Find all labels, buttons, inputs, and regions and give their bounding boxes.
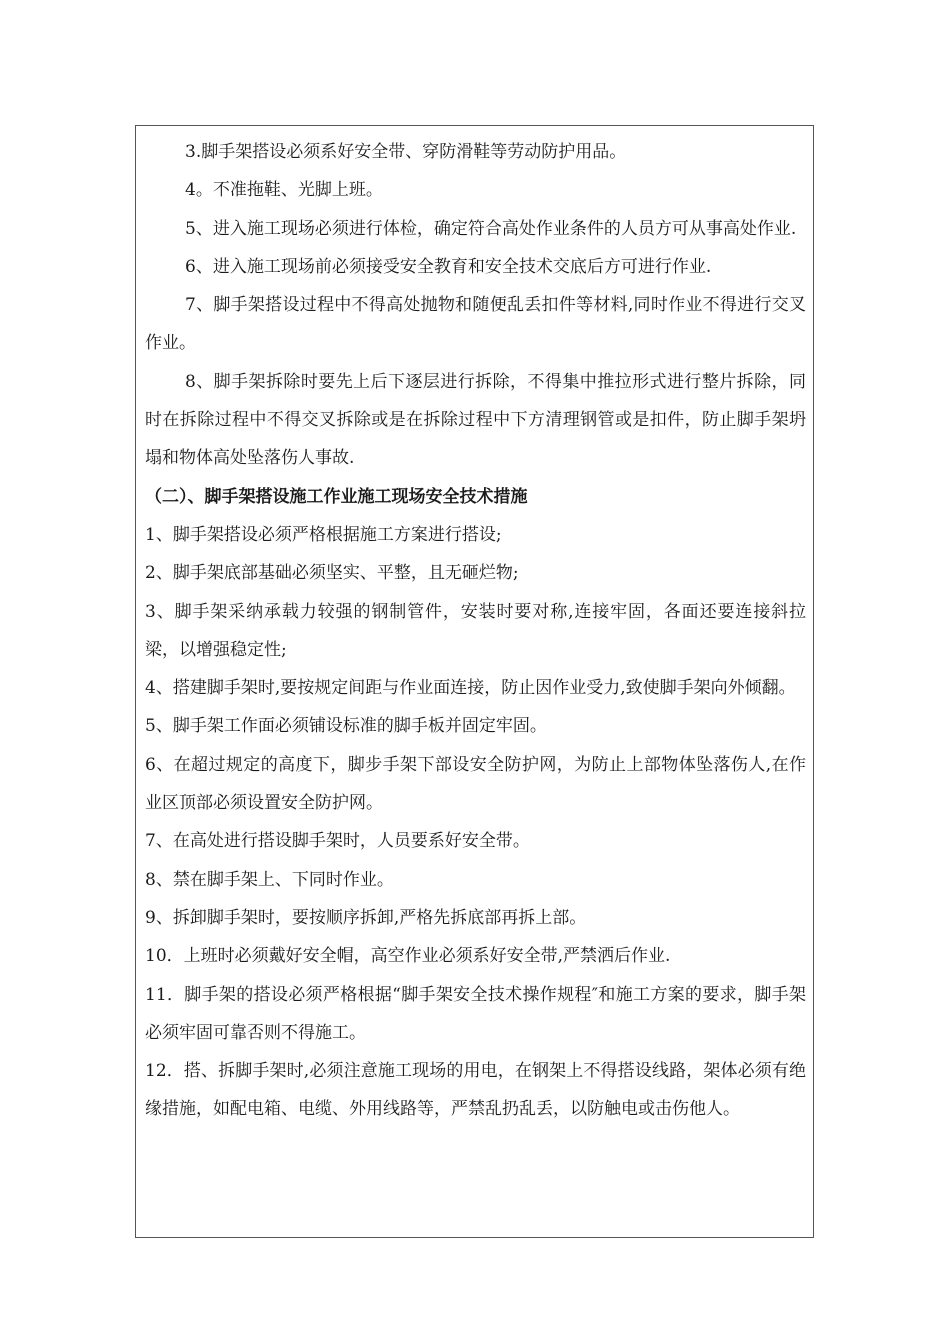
section-one-item-5: 5、进入施工现场必须进行体检，确定符合高处作业条件的人员方可从事高处作业. xyxy=(185,218,797,239)
section-two-item-12: 12．搭、拆脚手架时,必须注意施工现场的用电，在钢架上不得搭设线路，架体必须有绝缘措施，如配电箱、电缆、外用线路等，严禁乱扔乱丢，以防触电或击伤他人。 xyxy=(145,1061,806,1120)
document-body xyxy=(145,133,806,1129)
document-table-cell xyxy=(135,125,814,1238)
section-two-item-4: 4、搭建脚手架时,要按规定间距与作业面连接，防止因作业受力,致使脚手架向外倾翻。 xyxy=(145,678,796,699)
section-two-item-5: 5、脚手架工作面必须铺设标准的脚手板并固定牢固。 xyxy=(145,716,547,737)
section-two-item-8: 8、禁在脚手架上、下同时作业。 xyxy=(145,869,394,890)
section-one-item-6: 6、进入施工现场前必须接受安全教育和安全技术交底后方可进行作业. xyxy=(185,256,712,277)
section-two-item-9: 9、拆卸脚手架时，要按顺序拆卸,严格先拆底部再拆上部。 xyxy=(145,907,587,928)
section-two-item-10: 10．上班时必须戴好安全帽，高空作业必须系好安全带,严禁洒后作业. xyxy=(145,946,671,967)
section-one-item-3: 3.脚手架搭设必须系好安全带、穿防滑鞋等劳动防护用品。 xyxy=(185,142,627,162)
section-two-item-7: 7、在高处进行搭设脚手架时，人员要系好安全带。 xyxy=(145,831,530,852)
section-two-heading: （二）、脚手架搭设施工作业施工现场安全技术措施 xyxy=(145,486,528,507)
section-two-item-11: 11．脚手架的搭设必须严格根据“脚手架安全技术操作规程″和施工方案的要求，脚手架必须牢固可靠否则不得施工。 xyxy=(145,984,806,1043)
section-two-item-2: 2、脚手架底部基础必须坚实、平整，且无砸烂物; xyxy=(145,563,519,584)
section-two-item-3: 3、脚手架采纳承载力较强的钢制管件，安装时要对称,连接牢固，各面还要连接斜拉梁，以增强稳定性; xyxy=(145,601,806,660)
section-one-item-8: 8、脚手架拆除时要先上后下逐层进行拆除，不得集中推拉形式进行整片拆除，同时在拆除过程中不得交叉拆除或是在拆除过程中下方清理钢管或是扣件，防止脚手架坍塌和物体高处坠落伤人事故. xyxy=(145,371,806,469)
section-one-item-7: 7、脚手架搭设过程中不得高处抛物和随便乱丢扣件等材料,同时作业不得进行交叉作业。 xyxy=(145,295,806,354)
section-two-item-6: 6、在超过规定的高度下，脚步手架下部设安全防护网，为防止上部物体坠落伤人,在作业区顶部必须设置安全防护网。 xyxy=(145,754,806,814)
section-one-item-4: 4。不准拖鞋、光脚上班。 xyxy=(185,180,383,201)
section-two-item-1: 1、脚手架搭设必须严格根据施工方案进行搭设; xyxy=(145,524,502,545)
